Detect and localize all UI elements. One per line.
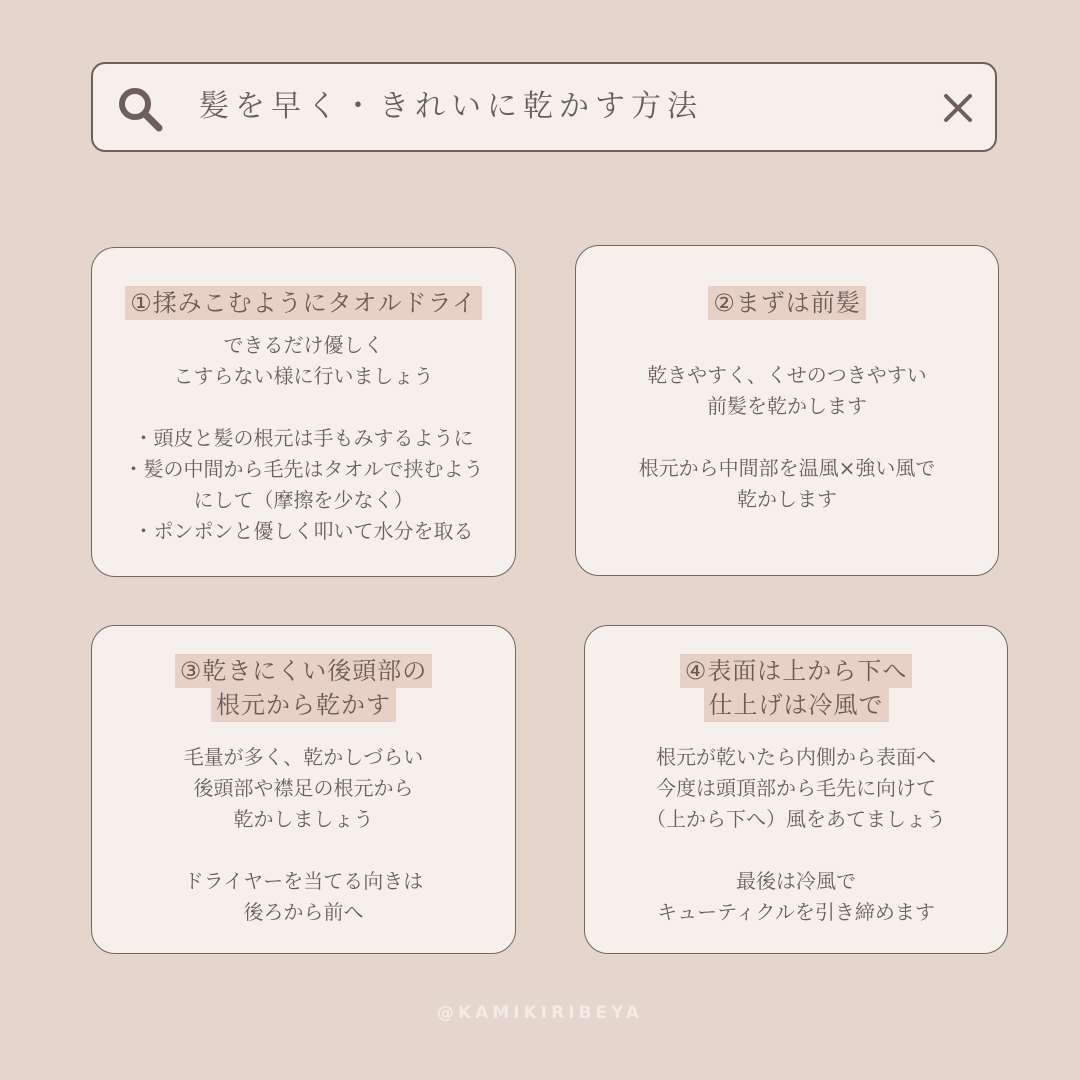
card-text-line: ・ポンポンと優しく叩いて水分を取る xyxy=(133,519,474,543)
blank-line xyxy=(92,392,515,423)
card-text-line: ドライヤーを当てる向きは xyxy=(183,869,424,893)
card-text-line: 根元から中間部を温風×強い風で xyxy=(638,456,936,480)
card-text-line: 毛量が多く、乾かしづらい xyxy=(183,745,424,769)
card-text-line: 乾きやすく、くせのつきやすい xyxy=(647,363,927,387)
card-text-line: 最後は冷風で xyxy=(736,869,856,893)
card-text-line: キューティクルを引き締めます xyxy=(657,900,935,924)
card-title-line: ①揉みこむようにタオルドライ xyxy=(125,286,482,320)
search-icon[interactable] xyxy=(115,84,165,134)
card-text-line: こすらない様に行いましょう xyxy=(173,364,434,388)
card-text-line: 今度は頭頂部から毛先に向けて xyxy=(656,776,936,800)
card-title xyxy=(92,286,515,320)
card-text-line: できるだけ優しく xyxy=(223,333,384,357)
card-text-line: （上から下へ）風をあてましょう xyxy=(646,807,946,831)
search-query[interactable]: 髪を早く・きれいに乾かす方法 xyxy=(199,89,703,124)
card-body xyxy=(576,360,998,515)
tip-card-back-of-head xyxy=(91,625,516,954)
card-title-line: ②まずは前髪 xyxy=(708,286,866,320)
tip-card-bangs xyxy=(575,245,999,576)
card-title-line: 根元から乾かす xyxy=(211,688,396,722)
card-body xyxy=(92,742,515,928)
card-text-line: 後ろから前へ xyxy=(243,900,364,924)
card-title-line: 仕上げは冷風で xyxy=(704,688,889,722)
card-title-line: ④表面は上から下へ xyxy=(680,654,913,688)
card-text-line: ・髪の中間から毛先はタオルで挟むよう xyxy=(123,457,484,481)
account-handle: @KAMIKIRIBEYA xyxy=(437,1003,643,1023)
tip-card-finish-cool-air xyxy=(584,625,1008,954)
search-bar[interactable] xyxy=(91,62,997,152)
card-text-line: 根元が乾いたら内側から表面へ xyxy=(656,745,936,769)
card-text-line: ・頭皮と髪の根元は手もみするように xyxy=(133,426,474,450)
card-text-line: 後頭部や襟足の根元から xyxy=(193,776,414,800)
blank-line xyxy=(585,835,1007,866)
close-icon[interactable] xyxy=(943,93,973,123)
blank-line xyxy=(92,835,515,866)
card-text-line: 乾かしましょう xyxy=(233,807,374,831)
card-body xyxy=(92,330,515,547)
card-text-line: 乾かします xyxy=(737,487,837,511)
card-title xyxy=(92,654,515,722)
blank-line xyxy=(576,422,998,453)
card-title-line: ③乾きにくい後頭部の xyxy=(175,654,433,688)
card-title xyxy=(585,654,1007,722)
card-title xyxy=(576,286,998,320)
card-body xyxy=(585,742,1007,928)
tip-card-towel-dry xyxy=(91,247,516,577)
card-text-line: にして（摩擦を少なく） xyxy=(193,488,414,512)
card-text-line: 前髪を乾かします xyxy=(707,394,867,418)
